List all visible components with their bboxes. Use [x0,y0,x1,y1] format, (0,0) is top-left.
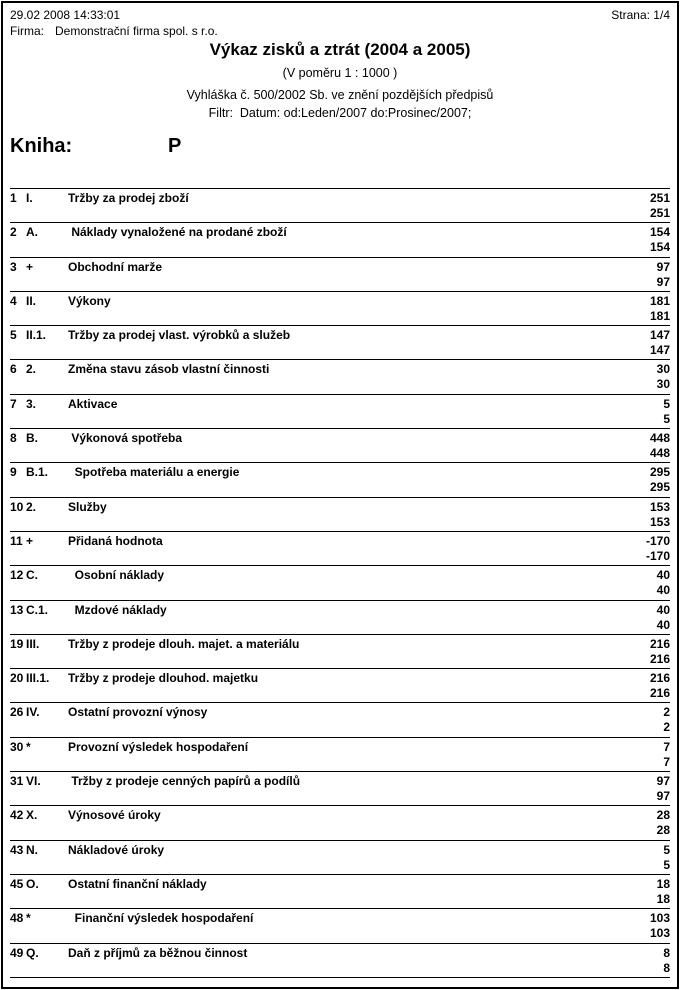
row-value-current: 147 [649,328,670,343]
report-table [10,188,670,978]
company-line [10,24,670,38]
row-number: 42 [10,808,24,823]
row-value-current: 295 [649,465,670,480]
row-label: Služby [68,499,107,514]
table-row-main-line [10,534,670,549]
row-value-previous: 30 [656,377,670,392]
table-row-main-line [10,225,670,240]
row-label: Aktivace [68,396,118,411]
row-label: Tržby z prodeje dlouhod. majetku [68,671,259,686]
row-number: 1 [10,191,17,205]
row-code: B.1. [26,465,49,480]
row-value-previous: 8 [663,960,670,975]
table-row [10,498,670,532]
table-row [10,635,670,669]
table-row [10,909,670,943]
table-row [10,841,670,875]
row-value-current: 5 [663,396,670,411]
row-code: 2. [26,362,37,377]
row-code: II. [26,293,37,308]
book-value: P [168,135,182,157]
table-row-main-line [10,637,670,652]
table-row [10,532,670,566]
row-value-previous: 40 [656,617,670,632]
table-row [10,463,670,497]
table-row-main-line [10,774,670,789]
table-row [10,806,670,840]
table-row [10,669,670,703]
row-label: Náklady vynaložené na prodané zboží [68,225,287,240]
row-number: 49 [10,945,24,960]
row-label: Nákladové úroky [68,842,165,857]
row-value-current: 5 [663,842,670,857]
row-number: 31 [10,774,24,789]
row-number: 30 [10,739,24,754]
row-value-previous: 147 [649,343,670,358]
row-number: 26 [10,705,24,720]
row-label: Finanční výsledek hospodaření [68,911,254,926]
row-value-current: 40 [656,602,670,617]
row-number: 20 [10,671,24,686]
row-value-previous: 40 [656,583,670,598]
row-value-current: 153 [649,499,670,514]
table-row-main-line [10,431,670,446]
report-title: Výkaz zisků a ztrát (2004 a 2005) [209,40,471,59]
row-number: 5 [10,328,17,343]
row-label: Mzdové náklady [68,602,167,617]
row-value-previous: 18 [656,891,670,906]
table-row [10,772,670,806]
row-number: 10 [10,499,24,514]
table-row-main-line [10,705,670,720]
row-value-current: 8 [663,945,670,960]
table-row [10,258,670,292]
row-value-current: 7 [663,739,670,754]
table-row-main-line [10,465,670,480]
report-header-line [10,8,670,22]
row-value-current: 28 [656,808,670,823]
table-row [10,944,670,978]
row-value-current: 216 [649,636,670,651]
table-row-main-line [10,328,670,343]
row-value-previous: 154 [649,240,670,255]
table-row-main-line [10,877,670,892]
row-value-previous: 295 [649,480,670,495]
row-value-previous: 216 [649,686,670,701]
row-number: 11 [10,533,23,548]
row-value-current: 97 [656,774,670,789]
row-label: Ostatní finanční náklady [68,876,207,891]
report-page [1,1,679,989]
table-row [10,738,670,772]
row-label: Tržby za prodej vlast. výrobků a služeb [68,328,291,343]
row-code: N. [26,842,38,857]
book-label: Kniha: [10,135,73,157]
row-label: Výkonová spotřeba [68,431,183,446]
table-row [10,601,670,635]
table-row-main-line [10,740,670,755]
row-value-current: -170 [645,533,670,548]
row-label: Výkony [68,293,111,308]
row-label: Ostatní provozní výnosy [68,705,208,720]
row-code: * [26,739,31,754]
row-number: 45 [10,876,24,891]
row-number: 12 [10,568,24,583]
table-row-main-line [10,911,670,926]
row-label: Spotřeba materiálu a energie [68,465,240,480]
table-row [10,189,670,223]
table-row-main-line [10,603,670,618]
table-row-main-line [10,843,670,858]
row-value-previous: 153 [649,514,670,529]
table-row [10,566,670,600]
page-number: Strana: 1/4 [611,8,670,22]
table-row-main-line [10,500,670,515]
row-number: 6 [10,362,17,377]
row-value-current: 40 [656,568,670,583]
table-row [10,326,670,360]
row-label: Tržby z prodeje dlouh. majet. a materiálu [68,636,300,651]
row-number: 43 [10,842,24,857]
table-row-main-line [10,946,670,961]
table-row [10,360,670,394]
row-code: 3. [26,396,37,411]
row-code: O. [26,876,39,891]
row-label: Tržby z prodeje cenných papírů a podílů [68,774,301,789]
row-value-current: 181 [649,293,670,308]
row-code: III.1. [26,671,50,686]
row-code: Q. [26,945,39,960]
row-code: VI. [26,774,41,789]
row-label: Tržby za prodej zboží [68,191,189,205]
row-value-current: 18 [656,876,670,891]
table-row-main-line [10,362,670,377]
table-row-main-line [10,671,670,686]
row-value-previous: 97 [656,789,670,804]
table-row [10,875,670,909]
row-code: 2. [26,499,37,514]
row-code: C. [26,568,38,583]
company-name: Demonstrační firma spol. s r.o. [55,24,218,38]
row-code: IV. [26,705,40,720]
row-label: Obchodní marže [68,259,163,274]
filter-note: Filtr: Datum: od:Leden/2007 do:Prosinec/2007; [208,106,472,120]
row-value-previous: -170 [645,548,670,563]
row-number: 7 [10,396,17,411]
row-code: X. [26,808,38,823]
row-number: 3 [10,259,17,274]
row-code: + [26,259,34,274]
row-code: A. [26,225,38,240]
row-value-previous: 2 [663,720,670,735]
table-row [10,395,670,429]
row-number: 8 [10,431,17,446]
row-label: Osobní náklady [68,568,165,583]
table-row-main-line [10,191,670,206]
ratio-note: (V poměru 1 : 1000 ) [282,66,398,80]
row-value-current: 448 [649,431,670,446]
row-value-previous: 5 [663,857,670,872]
row-code: B. [26,431,38,446]
row-value-current: 2 [663,705,670,720]
print-timestamp: 29.02 2008 14:33:01 [10,8,121,22]
regulation-note: Vyhláška č. 500/2002 Sb. ve znění pozdějších předpisů [186,88,494,102]
row-code: C.1. [26,602,49,617]
table-row [10,703,670,737]
table-row-main-line [10,294,670,309]
row-label: Přidaná hodnota [68,533,163,548]
company-label: Firma: [10,24,44,38]
row-label: Změna stavu zásob vlastní činnosti [68,362,270,377]
row-value-current: 154 [649,225,670,240]
table-row [10,429,670,463]
book-line [10,133,670,159]
row-value-previous: 7 [663,754,670,769]
row-value-previous: 5 [663,411,670,426]
row-code: II.1. [26,328,47,343]
table-row-main-line [10,397,670,412]
table-row-main-line [10,568,670,583]
row-label: Výnosové úroky [68,808,161,823]
row-number: 9 [10,465,17,480]
row-label: Provozní výsledek hospodaření [68,739,249,754]
row-label: Daň z příjmů za běžnou činnost [68,945,248,960]
row-number: 4 [10,293,17,308]
row-value-current: 103 [649,911,670,926]
row-value-previous: 103 [649,926,670,941]
row-number: 13 [10,602,24,617]
row-number: 2 [10,225,17,240]
row-code: + [26,533,34,548]
row-code: III. [26,636,40,651]
row-value-previous: 448 [649,446,670,461]
row-value-previous: 251 [649,206,670,220]
row-value-previous: 216 [649,651,670,666]
table-row-main-line [10,260,670,275]
row-code: * [26,911,31,926]
table-row-main-line [10,808,670,823]
row-number: 48 [10,911,24,926]
row-value-previous: 28 [656,823,670,838]
row-value-previous: 181 [649,308,670,323]
row-code: I. [26,191,33,205]
row-value-current: 97 [656,259,670,274]
table-row [10,292,670,326]
table-row [10,223,670,257]
row-value-current: 251 [649,191,670,205]
row-value-current: 30 [656,362,670,377]
row-value-previous: 97 [656,274,670,289]
row-number: 19 [10,636,24,651]
row-value-current: 216 [649,671,670,686]
